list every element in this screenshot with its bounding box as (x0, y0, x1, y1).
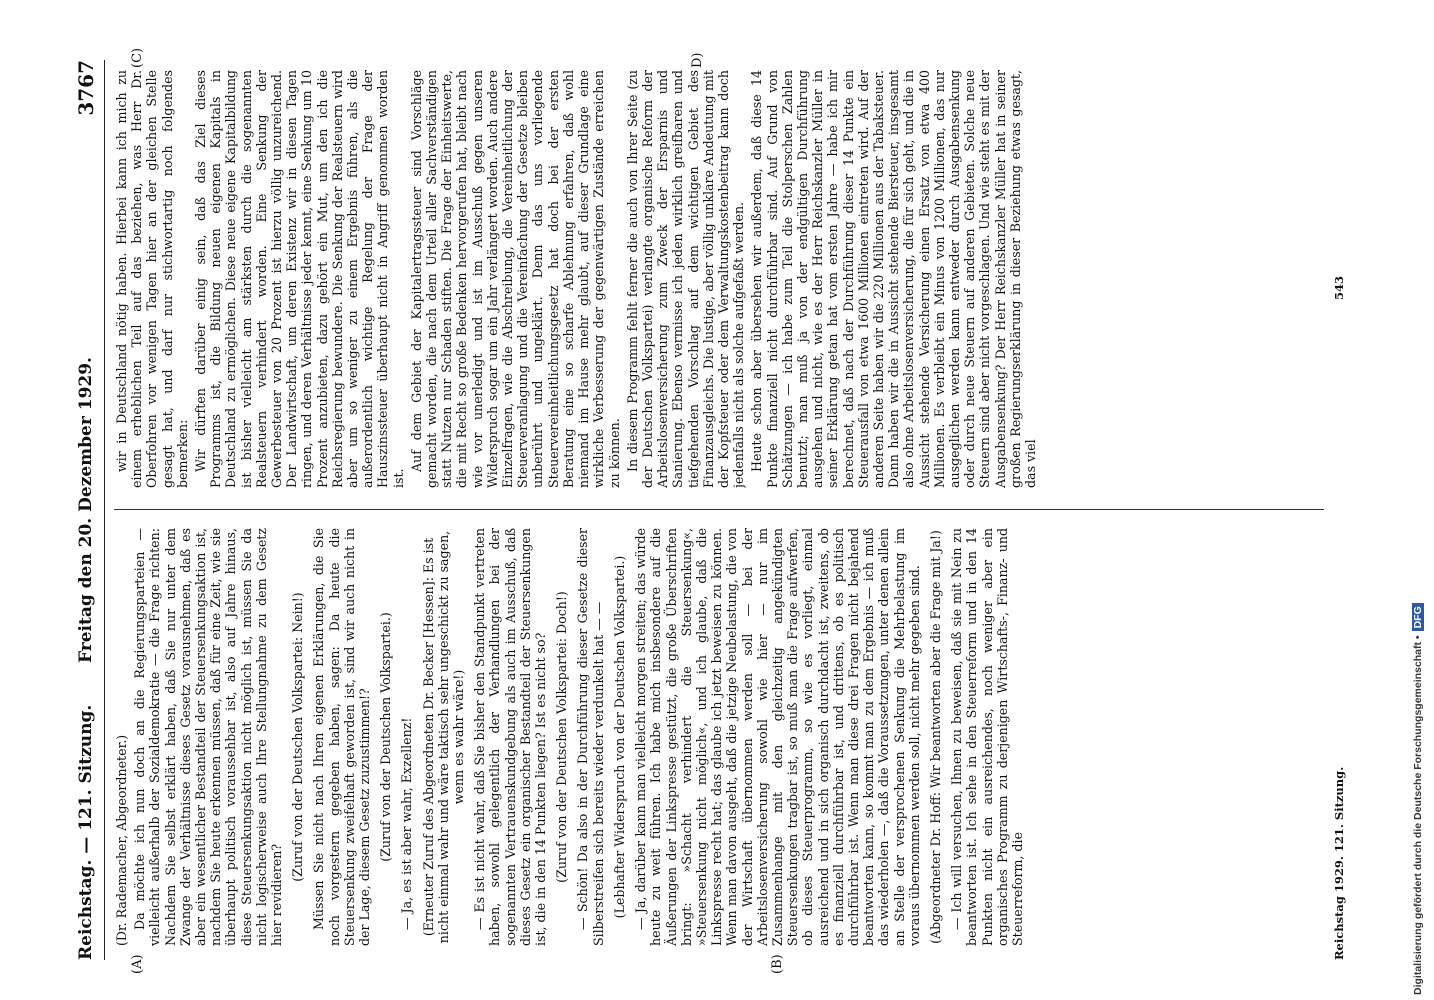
interjection: (Zuruf von der Deutschen Volkspartei: Doch!) (554, 591, 570, 883)
page-header (70, 60, 105, 960)
margin-mark-a: (A) (130, 954, 145, 974)
speaker-line: (Dr. Rademacher, Abgeordneter.) (114, 734, 129, 946)
paragraph: Heute schon aber übersehen wir außerdem, daß diese 14 Punkte finanziell nicht durchführbar sind. Auf Grund von Schätzungen — ich habe zum Teil die Stolperschen Zahlen benutzt; man muß ja von der endgültigen Durchführung ausgehen und nicht, wie es der Herr Reichskanzler Müller in seiner Erklärung getan hat vom ersten Jahre — habe ich mir berechnet, daß nach der Durchführung dieser 14 Punkte ein Steuerausfall von etwa 1600 Millionen eintreten wird. Auf der anderen Seite haben wir die 220 Millionen aus der Tabaksteuer. Dann haben wir die in Aussicht stehende Biersteuer, insgesamt also ohne Arbeitslosenversicherung, die für sich geht, und die in Aussicht stehende Versicherung einen Ersatz von etwa 400 Millionen. Es verbleibt ein Minus von 1200 Millionen, das nur ausgeglichen werden kann entweder durch Ausgabensenkung oder durch neue Steuern auf anderen Gebieten. Solche neue Steuern sind aber nicht vorgeschlagen. Und wie steht es mit der Ausgabensenkung? Der Herr Reichskanzler Müller hat in seiner großen Regierungserklärung in dieser Beziehung etwas gesagt, das viel (749, 70, 1038, 488)
paragraph: — Es ist nicht wahr, daß Sie bisher den Standpunkt vertreten haben, sowohl gelegentlich der Verhandlungen bei der sogenannten Vertrauenskundgebung als auch im Ausschuß, daß dieses Gesetz ein organischer Bestandteil der Steuersenkungen ist, die in den 14 Punkten liegen? Ist es nicht so? (472, 528, 549, 946)
digitization-credit (1412, 10, 1424, 995)
interjection: (Zuruf von der Deutschen Volkspartei: Nein!) (290, 592, 306, 882)
footer-signature: 543 (1332, 275, 1346, 300)
interjection: (Abgeordneter Dr. Hoff: Wir beantworten aber die Frage mit Ja!) (927, 530, 943, 944)
paragraph: In diesem Programm fehlt ferner die auch von Ihrer Seite (zu der Deutschen Volkspartei) verlangte organische Reform der Arbeitslosenversicherung zum Zweck der Ersparnis und Sanierung. Ebenso vermisse ich jeden wirklich greifbaren und tiefgehenden Vorschlag auf dem wichtigen Gebiet des Finanzausgleichs. Die lustige, aber völlig unklare Andeutung mit der Kopfsteuer oder dem Verwaltungskostenbeitrag kann doch jedenfalls nicht als solche aufgefaßt werden. (624, 70, 747, 488)
paragraph: wir in Deutschland nötig haben. Hierbei kann ich mich zu einem erheblichen Teil auf das beziehen, was Herr Dr. Oberfohren vor wenigen Tagen hier an der gleichen Stelle gesagt hat, und darf nur stichwortartig noch folgendes bemerken: (114, 70, 190, 488)
column-divider (114, 509, 1324, 510)
margin-mark-b: (B) (770, 954, 785, 974)
header-date: Freitag den 20. Dezember 1929. (76, 357, 96, 663)
footer-left: Reichstag 1929. 121. Sitzung. (1332, 766, 1346, 960)
paragraph: Wir dürften darüber einig sein, daß das Ziel dieses Programms ist, die Bildung neuen eigenen Kapitals in Deutschland zu ermöglichen. Diese neue eigene Kapitalbildung ist bisher vielleicht am stärksten durch die sogenannten Realsteuern verhindert worden. Eine Senkung der Gewerbesteuer von 20 Prozent ist hierzu völlig unzureichend. Der Landwirtschaft, um deren Existenz wir in diesen Tagen ringen, und deren Verhältnisse jeder kennt, eine Senkung um 10 Prozent anzubieten, dazu gehört ein Mut, um den ich die Reichsregierung bewundere. Die Senkung der Realsteuern wird aber um so weniger zu einem Ergebnis führen, als die außerordentlich wichtige Regelung der Frage der Hauszinssteuer überhaupt nicht in Angriff genommen worden ist. (193, 70, 406, 488)
paragraph: — Schön! Da also in der Durchführung dieser Gesetze dieser Silberstreifen sich bereits wieder verdunkelt hat — — (575, 528, 606, 946)
paragraph: Auf dem Gebiet der Kapitalertragssteuer sind Vorschläge gemacht worden, die nach dem Urteil aller Sachverständigen statt Nutzen nur Schaden stiften. Die Frage der Einheitswerte, die mit Recht so große Bedenken hervorgerufen hat, bleibt nach wie vor unerledigt und ist im Ausschuß gegen unseren Widerspruch sogar um ein Jahr verlängert worden. Auch andere Einzelfragen, wie die Abschreibung, die Vereinheitlichung der Steuerveranlagung und die Vereinfachung der Gesetze bleiben unberührt und ungeklärt. Denn das uns vorliegende Steuervereinheitlichungsgesetz hat doch bei der ersten Beratung eine so scharfe Ablehnung erfahren, daß wohl niemand im Hause mehr glaubt, auf dieser Grundlage eine wirkliche Verbesserung der gegenwärtigen Zustände erreichen zu können. (408, 70, 622, 488)
right-text-column (114, 70, 1324, 488)
paragraph: — Ich will versuchen, Ihnen zu beweisen, daß sie mit Nein zu beantworten ist. Ich sehe in den Steuerreform und in den 14 Punkten nicht ein ausreichendes, noch weniger aber ein organisches Programm zu derjenigen Wirtschafts-, Finanz- und Steuerreform, die (949, 528, 1025, 946)
rotated-document-page (70, 47, 1370, 974)
interjection: (Erneuter Zuruf des Abgeordneten Dr. Becker [Hessen]: Es ist nicht einmal wahr und wäre taktisch sehr ungeschickt zu sagen, wenn es wahr wäre!) (420, 530, 467, 944)
credit-text: Digitalisierung gefördert durch die Deutsche Forschungsgemeinschaft • (1412, 635, 1424, 995)
paragraph: — Ja, darüber kann man vielleicht morgen streiten; das würde heute zu weit führen. Ich habe mich insbesondere auf die Äußerungen der Linkspresse gestützt, die große Überschriften bringt: »Schacht verhindert die Steuersenkung«, »Steuersenkung nicht möglich«, und ich glaube, daß die Linkspresse recht hat; das glaube ich jetzt beweisen zu können. Wenn man davon ausgeht, daß die jetzige Neubelastung, die von der Wirtschaft übernommen werden soll — bei der Arbeitslosenversicherung sowohl wie hier — nur im Zusammenhange mit den gleichzeitig angekündigten Steuersenkungen tragbar ist, so muß man die Frage aufwerfen, ob dieses Steuerprogramm, so wie es vorliegt, einmal ausreichend und in sich organisch durchdacht ist, zweitens, ob es finanziell durchführbar ist, und drittens, ob es politisch durchführbar ist. Wenn man diese drei Fragen nicht bejahend beantworten kann, so kommt man zu dem Ergebnis — ich muß das wiederholen —, daß die Voraussetzungen, unter denen allein an Stelle der versprochenen Senkung die Mehrbelastung im voraus übernommen werden soll, nicht mehr gegeben sind. (633, 528, 922, 946)
paragraph: Da möchte ich nun doch an die Regierungsparteien — vielleicht außerhalb der Sozialdemokratie — die Frage richten: Nachdem Sie selbst erklärt haben, daß Sie nur unter dem Zwange der Verhältnisse dieses Gesetz vorausnehmen, daß es aber ein wesentlicher Bestandteil der Steuersenkungsaktion ist, nachdem Sie heute erkennen müssen, daß für eine Zeit, wie sie überhaupt politisch voraussehbar ist, also auf Jahre hinaus, diese Steuersenkungsaktion nicht möglich ist, müssen Sie da nicht logischerweise auch Ihre Stellungnahme zu dem Gesetz hier revidieren? (132, 528, 285, 946)
interjection: (Lebhafter Widerspruch von der Deutschen Volkspartei.) (611, 555, 627, 919)
header-left: Reichstag. — 121. Sitzung. (76, 704, 96, 960)
page-number: 3767 (74, 60, 98, 116)
paragraph: — Ja, es ist aber wahr, Exzellenz! (399, 717, 415, 930)
paragraph: Müssen Sie nicht nach Ihren eigenen Erklärungen, die Sie noch vorgestern gegeben haben, sagen: Da heute die Steuersenkung zweifelhaft geworden ist, sind wir auch nicht in der Lage, diesem Gesetz zuzustimmen!? (311, 528, 373, 946)
margin-mark-c: (C) (130, 47, 145, 68)
left-text-column (114, 528, 1324, 946)
margin-mark-d: D) (690, 52, 705, 68)
interjection: (Zuruf von der Deutschen Volkspartei.) (378, 612, 394, 862)
dfg-logo: DFG (1412, 603, 1424, 631)
